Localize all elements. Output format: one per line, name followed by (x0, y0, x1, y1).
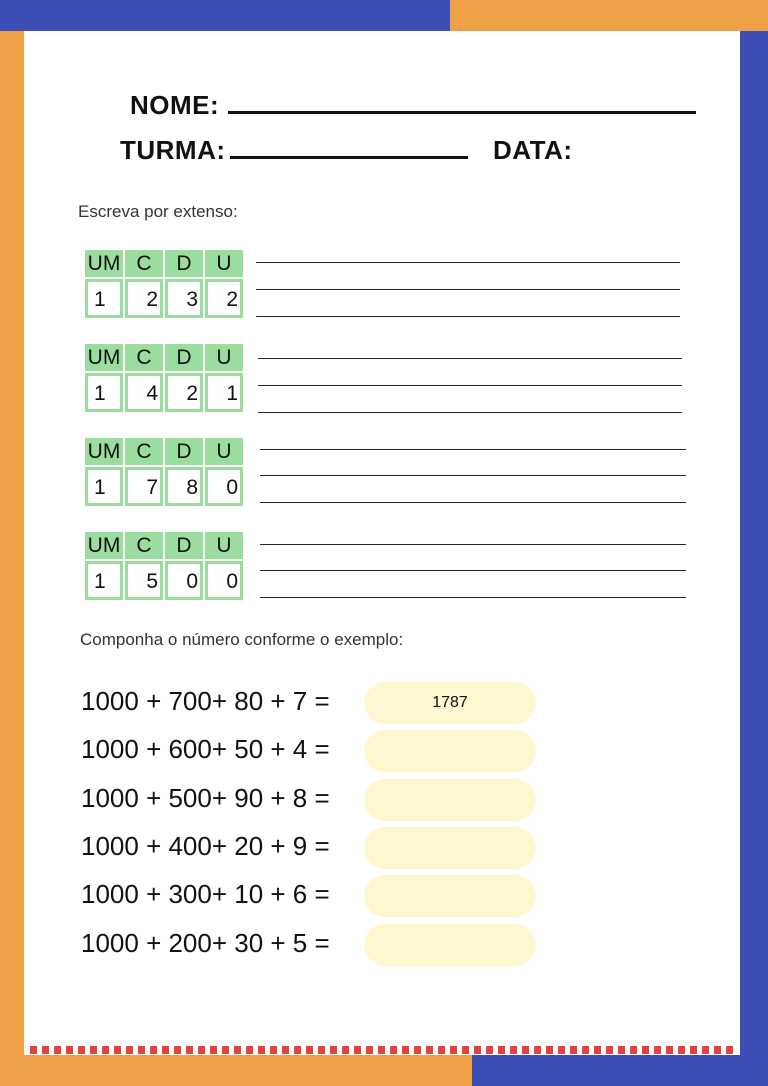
section2-instruction: Componha o número conforme o exemplo: (80, 630, 404, 649)
digit-cell: 1 (85, 373, 123, 412)
digit-cell: 5 (125, 561, 163, 600)
frame-bottom-left-bar (0, 1055, 472, 1086)
write-line[interactable] (260, 475, 686, 476)
answer-box-example: 1787 (364, 682, 536, 724)
class-write-line[interactable] (230, 156, 468, 159)
digit-cell: 2 (125, 279, 163, 318)
date-label: DATA: (493, 135, 573, 165)
place-value-digit-row (85, 467, 245, 506)
digit-cell: 1 (85, 467, 123, 506)
header-u: U (205, 344, 243, 371)
digit-cell: 4 (125, 373, 163, 412)
sum-expression: 1000 + 500+ 90 + 8 = (81, 783, 330, 813)
place-value-digit-row (85, 373, 245, 412)
digit-cell: 1 (85, 279, 123, 318)
digit-cell: 1 (85, 561, 123, 600)
place-value-header-row (85, 250, 245, 277)
place-value-header-row (85, 344, 245, 371)
digit-cell: 3 (165, 279, 203, 318)
header-d: D (165, 250, 203, 277)
header-um: UM (85, 344, 123, 371)
write-line[interactable] (258, 385, 682, 386)
write-line[interactable] (260, 449, 686, 450)
answer-box[interactable] (364, 779, 536, 821)
digit-cell: 7 (125, 467, 163, 506)
write-line[interactable] (258, 358, 682, 359)
sum-expression: 1000 + 300+ 10 + 6 = (81, 879, 330, 909)
digit-cell: 0 (205, 467, 243, 506)
digit-cell: 0 (165, 561, 203, 600)
header-c: C (125, 344, 163, 371)
name-label: NOME: (130, 90, 220, 120)
write-line[interactable] (256, 289, 680, 290)
header-u: U (205, 438, 243, 465)
write-line[interactable] (260, 544, 686, 545)
answer-box[interactable] (364, 924, 536, 966)
write-line[interactable] (258, 412, 682, 413)
header-c: C (125, 438, 163, 465)
name-write-line[interactable] (228, 111, 696, 114)
digit-cell: 2 (165, 373, 203, 412)
write-line[interactable] (256, 262, 680, 263)
digit-cell: 8 (165, 467, 203, 506)
header-c: C (125, 250, 163, 277)
place-value-table (85, 250, 245, 318)
frame-left-bar (0, 31, 24, 1086)
header-d: D (165, 344, 203, 371)
answer-box[interactable] (364, 730, 536, 772)
write-line[interactable] (256, 316, 680, 317)
digit-cell: 2 (205, 279, 243, 318)
header-d: D (165, 532, 203, 559)
place-value-table (85, 344, 245, 412)
frame-top-left-bar (0, 0, 450, 31)
answer-box[interactable] (364, 827, 536, 869)
sum-expression: 1000 + 700+ 80 + 7 = (81, 686, 330, 716)
answer-box[interactable] (364, 875, 536, 917)
frame-right-bar (740, 31, 768, 1086)
write-line[interactable] (260, 570, 686, 571)
sum-expression: 1000 + 400+ 20 + 9 = (81, 831, 330, 861)
place-value-digit-row (85, 561, 245, 600)
frame-top-right-bar (450, 0, 768, 31)
place-value-table (85, 532, 245, 600)
header-um: UM (85, 438, 123, 465)
header-um: UM (85, 532, 123, 559)
write-line[interactable] (260, 597, 686, 598)
place-value-header-row (85, 438, 245, 465)
sum-expression: 1000 + 200+ 30 + 5 = (81, 928, 330, 958)
dashed-border (30, 1046, 738, 1054)
header-c: C (125, 532, 163, 559)
header-um: UM (85, 250, 123, 277)
place-value-header-row (85, 532, 245, 559)
header-u: U (205, 250, 243, 277)
place-value-digit-row (85, 279, 245, 318)
class-label: TURMA: (120, 135, 226, 165)
sum-expression: 1000 + 600+ 50 + 4 = (81, 734, 330, 764)
digit-cell: 0 (205, 561, 243, 600)
header-u: U (205, 532, 243, 559)
section1-instruction: Escreva por extenso: (78, 202, 238, 221)
write-line[interactable] (260, 502, 686, 503)
place-value-table (85, 438, 245, 506)
frame-bottom-right-bar (472, 1055, 768, 1086)
digit-cell: 1 (205, 373, 243, 412)
header-d: D (165, 438, 203, 465)
